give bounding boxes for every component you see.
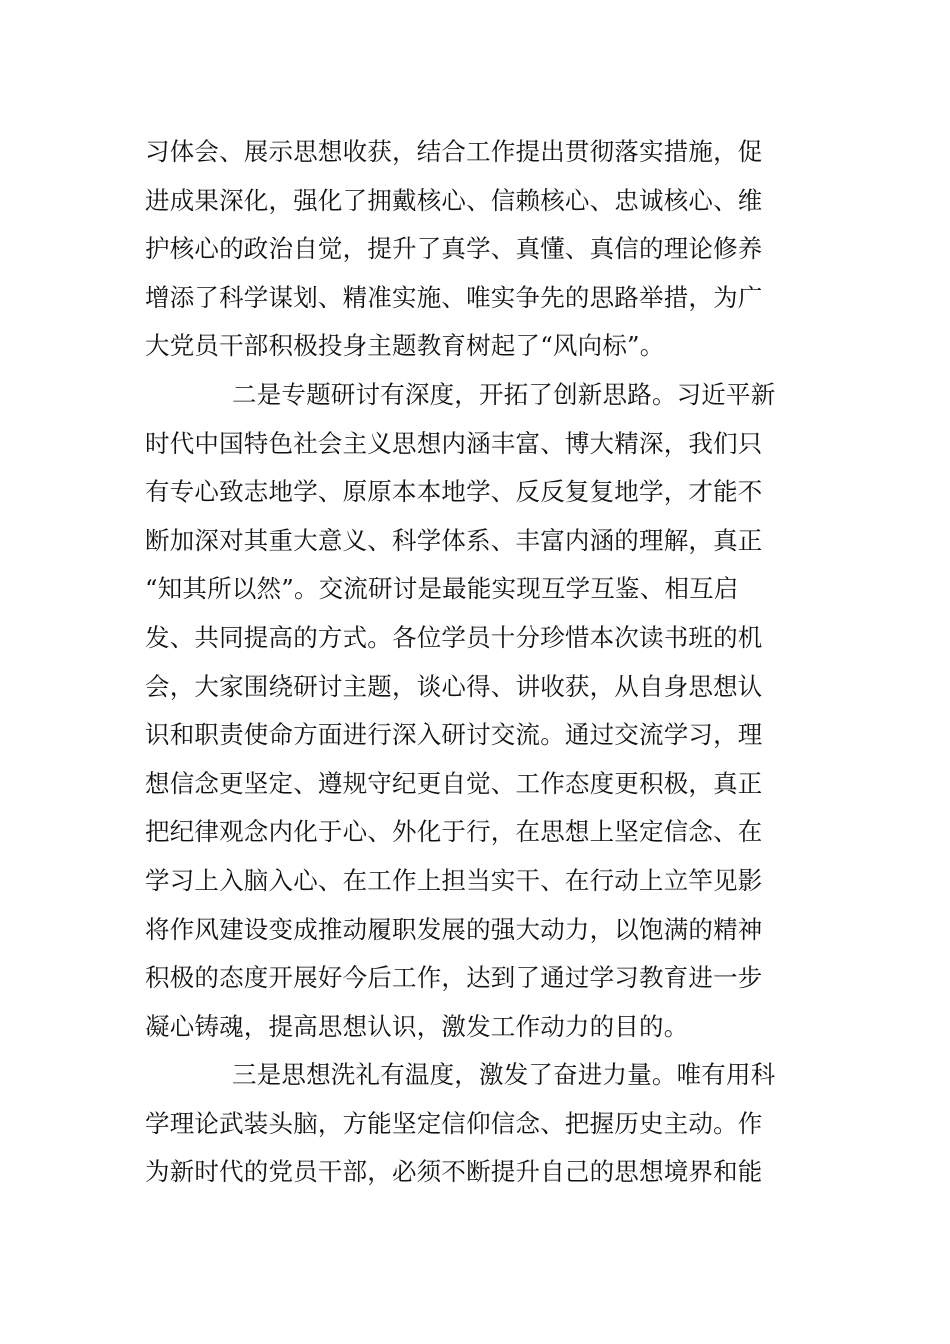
text-line-18: 积极的态度开展好今后工作，达到了通过学习教育进一步 xyxy=(145,963,763,993)
text-line-4: 增添了科学谋划、精准实施、唯实争先的思路举措，为广 xyxy=(145,282,763,312)
text-line-5: 大党员干部积极投身主题教育树起了“风向标”。 xyxy=(145,331,665,361)
text-line-22: 为新时代的党员干部，必须不断提升自己的思想境界和能 xyxy=(145,1157,763,1187)
document-body xyxy=(145,128,815,1197)
text-line-12: 会，大家围绕研讨主题，谈心得、讲收获，从自身思想认 xyxy=(145,671,763,701)
text-line-10: “知其所以然”。交流研讨是最能实现互学互鉴、相互启 xyxy=(145,574,739,604)
text-line-11: 发、共同提高的方式。各位学员十分珍惜本次读书班的机 xyxy=(145,622,763,652)
text-line-16: 学习上入脑入心、在工作上担当实干、在行动上立竿见影 xyxy=(145,865,763,895)
text-line-2: 进成果深化，强化了拥戴核心、信赖核心、忠诚核心、维 xyxy=(145,185,763,215)
text-line-21: 学理论武装头脑，方能坚定信仰信念、把握历史主动。作 xyxy=(145,1108,763,1138)
text-line-3: 护核心的政治自觉，提升了真学、真懂、真信的理论修养 xyxy=(145,234,763,264)
text-line-8: 有专心致志地学、原原本本地学、反反复复地学，才能不 xyxy=(145,477,763,507)
text-line-1: 习体会、展示思想收获，结合工作提出贯彻落实措施，促 xyxy=(145,137,763,166)
text-line-13: 识和职责使命方面进行深入研讨交流。通过交流学习，理 xyxy=(145,720,763,750)
text-line-15: 把纪律观念内化于心、外化于行，在思想上坚定信念、在 xyxy=(145,817,763,847)
text-line-9: 断加深对其重大意义、科学体系、丰富内涵的理解，真正 xyxy=(145,525,763,555)
text-line-19: 凝心铸魂，提高思想认识，激发工作动力的目的。 xyxy=(145,1011,689,1041)
text-line-14: 想信念更坚定、遵规守纪更自觉、工作态度更积极，真正 xyxy=(145,768,763,798)
paragraph-heading-2: 二是专题研讨有深度，开拓了创新思路。习近平新 xyxy=(232,379,776,409)
text-line-7: 时代中国特色社会主义思想内涵丰富、博大精深，我们只 xyxy=(145,428,763,458)
text-line-17: 将作风建设变成推动履职发展的强大动力，以饱满的精神 xyxy=(145,914,763,944)
paragraph-heading-3: 三是思想洗礼有温度，激发了奋进力量。唯有用科 xyxy=(232,1060,776,1090)
